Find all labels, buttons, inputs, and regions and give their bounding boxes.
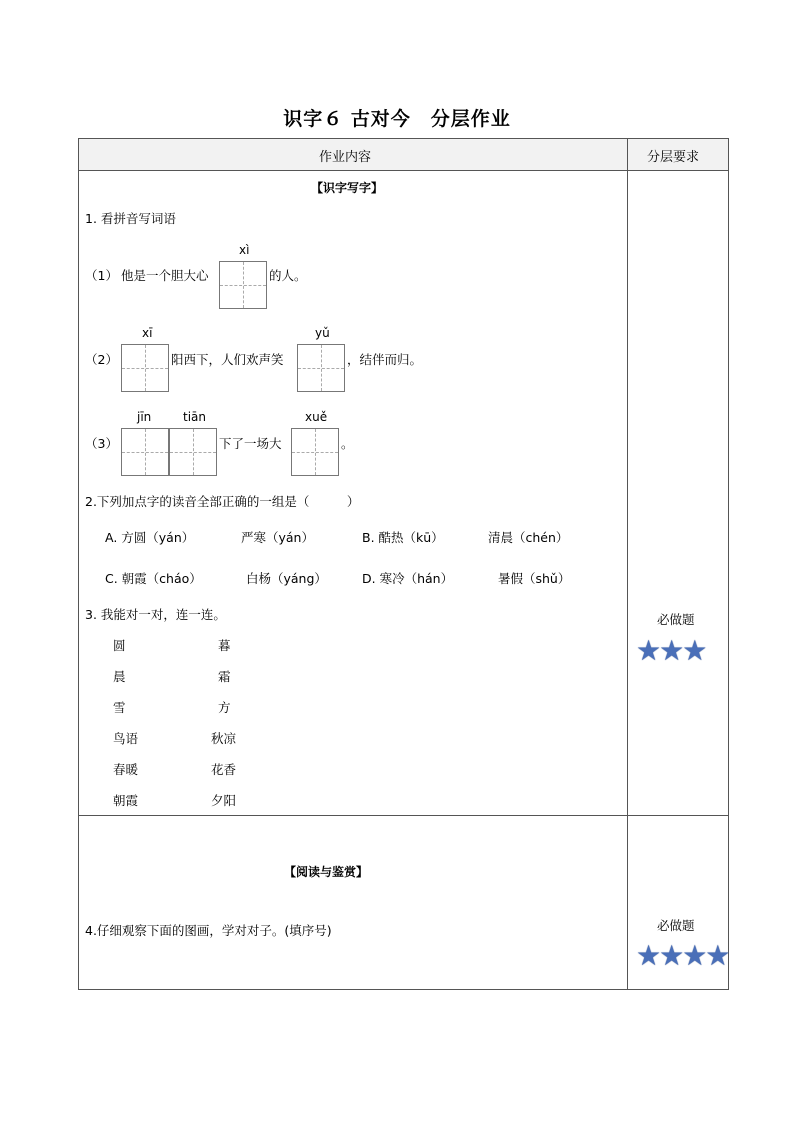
column-divider: [627, 139, 628, 989]
star-rating-icon: ★★★: [636, 634, 706, 667]
writing-grid-box[interactable]: [219, 261, 267, 309]
level-label: 必做题: [657, 918, 695, 933]
match-left-item[interactable]: 晨: [113, 669, 126, 684]
sentence-number: （1）: [85, 268, 118, 283]
level-label: 必做题: [657, 612, 695, 627]
match-right-item[interactable]: 夕阳: [211, 793, 237, 808]
writing-grid-box[interactable]: [169, 428, 217, 476]
match-right-item[interactable]: 暮: [218, 638, 231, 653]
pinyin-label: xī: [142, 326, 153, 340]
writing-grid-box[interactable]: [291, 428, 339, 476]
match-left-item[interactable]: 朝霞: [113, 793, 139, 808]
pinyin-label: xuě: [305, 410, 328, 424]
option-a[interactable]: A. 方圆（yán）: [105, 530, 195, 545]
sentence-text: 阳西下，人们欢声笑: [171, 352, 284, 367]
question-4-prompt: 4.仔细观察下面的图画，学对对子。(填序号): [85, 923, 332, 938]
option-a-item: 严寒（yán）: [241, 530, 314, 545]
section-heading: 【阅读与鉴赏】: [284, 865, 369, 879]
page-title: 识字６ 古对今 分层作业: [283, 108, 511, 130]
match-left-item[interactable]: 鸟语: [113, 731, 139, 746]
pinyin-label: yǔ: [315, 326, 330, 340]
section-heading: 【识字写字】: [311, 181, 384, 195]
match-left-item[interactable]: 圆: [113, 638, 126, 653]
sentence-text: 的人。: [269, 268, 307, 283]
option-b[interactable]: B. 酷热（kū）: [362, 530, 444, 545]
sentence-number: （2）: [85, 352, 118, 367]
content-column-header: 作业内容: [319, 150, 372, 165]
level-column-header: 分层要求: [647, 150, 700, 165]
writing-grid-box[interactable]: [121, 428, 169, 476]
question-3-prompt: 3. 我能对一对，连一连。: [85, 607, 226, 622]
match-right-item[interactable]: 方: [218, 700, 231, 715]
pinyin-label: jīn: [137, 410, 152, 424]
match-left-item[interactable]: 雪: [113, 700, 126, 715]
sentence-text: 。: [341, 436, 354, 451]
sentence-number: （3）: [85, 436, 118, 451]
match-right-item[interactable]: 秋凉: [211, 731, 237, 746]
question-1-prompt: 1. 看拼音写词语: [85, 211, 176, 226]
header-divider: [79, 170, 728, 171]
match-left-item[interactable]: 春暖: [113, 762, 139, 777]
writing-grid-box[interactable]: [121, 344, 169, 392]
sentence-text: 下了一场大: [219, 436, 282, 451]
section-divider: [79, 815, 728, 816]
match-right-item[interactable]: 花香: [211, 762, 237, 777]
option-d-item: 暑假（shǔ）: [498, 571, 571, 586]
pinyin-label: tiān: [183, 410, 206, 424]
option-d[interactable]: D. 寒冷（hán）: [362, 571, 454, 586]
star-rating-icon: ★★★★: [636, 939, 729, 972]
homework-table: [78, 138, 729, 990]
sentence-text: 他是一个胆大心: [121, 268, 209, 283]
pinyin-label: xì: [239, 243, 250, 257]
writing-grid-box[interactable]: [297, 344, 345, 392]
option-c-item: 白杨（yáng）: [246, 571, 327, 586]
question-2-prompt: 2.下列加点字的读音全部正确的一组是（ ）: [85, 494, 360, 509]
table-header: [79, 139, 728, 170]
option-b-item: 清晨（chén）: [488, 530, 569, 545]
option-c[interactable]: C. 朝霞（cháo）: [105, 571, 202, 586]
sentence-text: ，结伴而归。: [347, 352, 423, 367]
match-right-item[interactable]: 霜: [218, 669, 231, 684]
